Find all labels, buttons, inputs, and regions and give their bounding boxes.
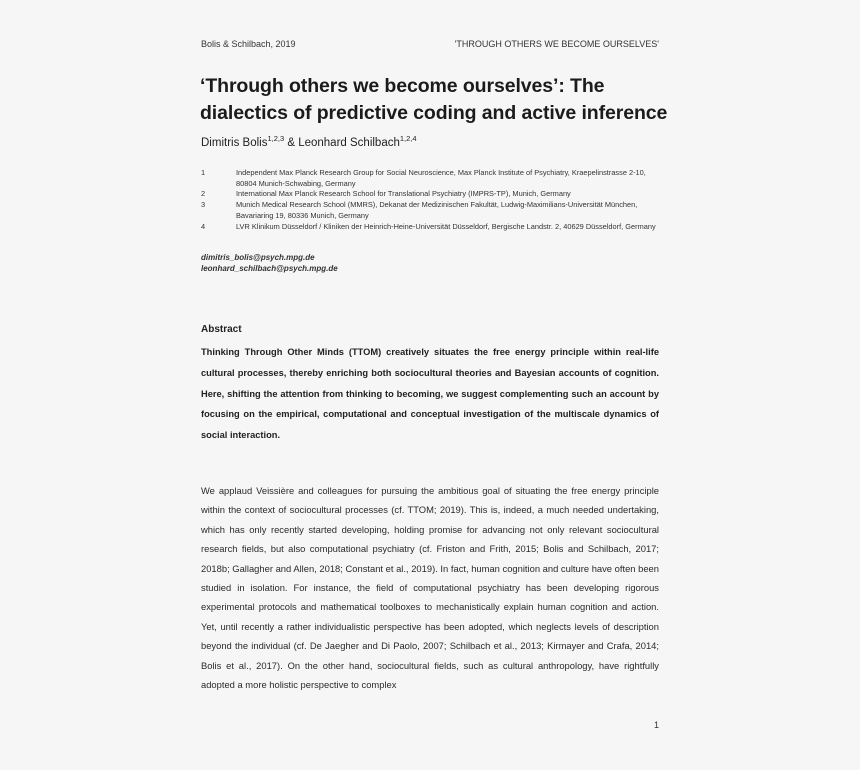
affiliation-number: 3 <box>201 200 206 209</box>
email-schilbach[interactable]: leonhard_schilbach@psych.mpg.de <box>201 264 338 273</box>
body-paragraph: We applaud Veissière and colleagues for pursuing the ambitious goal of situating the free energy principle within the context of sociocultural processes (cf. TTOM; 2019). This is, indeed, a much needed undertaking, which has only recently started developing, holding promise for advancing not only relevant sociocultural research fields, but also computational psychiatry (cf. Friston and Frith, 2015; Bolis and Schilbach, 2017; 2018b; Gallagher and Allen, 2018; Constant et al., 2019). In fact, human cognition and culture have often been studied in isolation. For instance, the field of computational psychiatry has been developing rigorous experimental protocols and mathematical toolboxes to mechanistically explain human cognition and action. Yet, until recently a rather individualistic perspective has been adopted, which neglects levels of description beyond the individual (cf. De Jaegher and Di Paolo, 2007; Schilbach et al., 2013; Kirmayer and Crafa, 2014; Bolis et al., 2017). On the other hand, sociocultural fields, such as cultural anthropology, have rightfully adopted a more holistic perspective to complex <box>201 485 659 691</box>
affiliation-2 <box>201 188 659 199</box>
paper-title: ‘Through others we become ourselves’: The dialectics of predictive coding and active inference <box>200 75 668 124</box>
affiliation-text: International Max Planck Research School for Translational Psychiatry (IMPRS-TP), Munich, Germany <box>236 189 571 198</box>
affiliation-4 <box>201 221 659 232</box>
running-header <box>201 39 659 49</box>
header-short-title: 'THROUGH OTHERS WE BECOME OURSELVES' <box>454 39 659 49</box>
affiliation-number: 4 <box>201 222 206 231</box>
email-bolis[interactable]: dimitris_bolis@psych.mpg.de <box>201 253 315 262</box>
affiliation-number: 2 <box>201 189 206 198</box>
header-authors: Bolis & Schilbach, 2019 <box>201 39 296 49</box>
author-bolis: Dimitris Bolis <box>201 137 268 149</box>
abstract-heading: Abstract <box>201 324 242 335</box>
page-number: 1 <box>654 720 660 730</box>
affiliation-text: Munich Medical Research School (MMRS), Dekanat der Medizinischen Fakultät, Ludwig-Maximilians-Universität München, Bavariaring 19, 80336 Munich, Germany <box>236 200 638 220</box>
affiliation-text: LVR Klinikum Düsseldorf / Kliniken der Heinrich-Heine-Universität Düsseldorf, Bergische Landstr. 2, 40629 Düsseldorf, Germany <box>236 222 656 231</box>
affiliation-text: Independent Max Planck Research Group for Social Neuroscience, Max Planck Institute of Psychiatry, Kraepelinstrasse 2-10, 80804 Munich-Schwabing, Germany <box>236 168 646 188</box>
author-schilbach-affiliations: 1,2,4 <box>399 134 417 143</box>
author-line <box>201 134 417 149</box>
abstract-text: Thinking Through Other Minds (TTOM) creatively situates the free energy principle within real-life cultural processes, thereby enriching both sociocultural theories and Bayesian accounts of cognition. Here, shifting the attention from thinking to becoming, we suggest complementing such an account by focusing on the empirical, computational and conceptual investigation of the multiscale dynamics of social interaction. <box>201 347 659 441</box>
author-bolis-affiliations: 1,2,3 <box>267 134 285 143</box>
affiliation-1 <box>201 167 659 189</box>
author-separator: & <box>284 137 299 149</box>
affiliation-3 <box>201 199 659 221</box>
affiliation-number: 1 <box>201 168 206 177</box>
author-schilbach: Leonhard Schilbach <box>298 137 400 149</box>
